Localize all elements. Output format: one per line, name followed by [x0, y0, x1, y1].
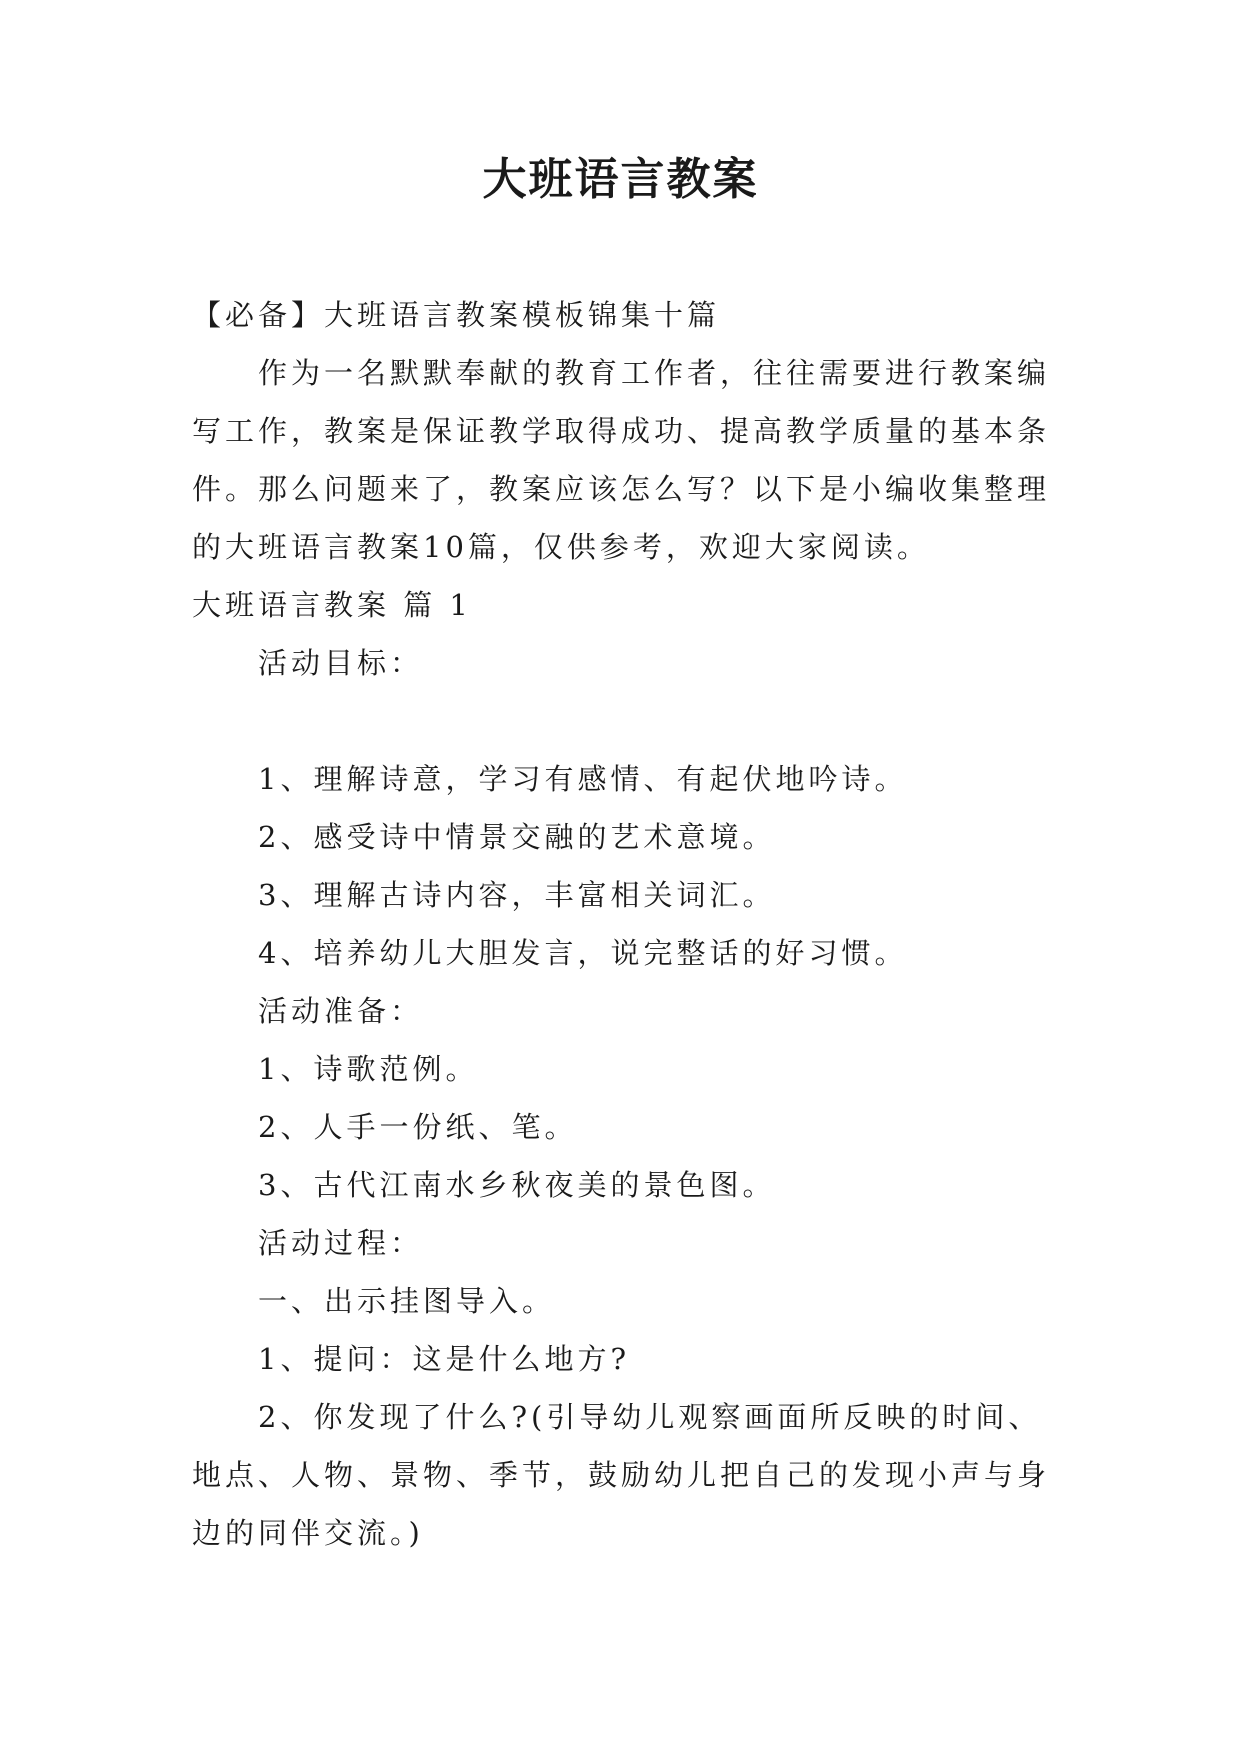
prep-label: 活动准备： [258, 994, 424, 1028]
blank-line [192, 692, 1052, 750]
prep-item: 2、人手一份纸、笔。 [258, 1110, 578, 1144]
goal-item: 3、理解古诗内容，丰富相关词汇。 [258, 878, 776, 912]
goal-item: 2、感受诗中情景交融的艺术意境。 [258, 820, 776, 854]
prep-item: 3、古代江南水乡秋夜美的景色图。 [258, 1168, 776, 1202]
process-item: 1、提问：这是什么地方? [258, 1342, 630, 1376]
prep-item: 1、诗歌范例。 [258, 1052, 479, 1086]
document-title: 大班语言教案 [482, 154, 759, 205]
process-item: 2、你发现了什么?(引导幼儿观察画面所反映的时间、地点、人物、景物、季节，鼓励幼儿把自己的发现小声与身边的同伴交流。) [192, 1400, 1051, 1550]
section-heading: 大班语言教案 篇 1 [192, 588, 472, 622]
goal-item: 1、理解诗意，学习有感情、有起伏地吟诗。 [258, 762, 908, 796]
document-body [192, 286, 1052, 1562]
intro-paragraph: 作为一名默默奉献的教育工作者，往往需要进行教案编写工作，教案是保证教学取得成功、提高教学质量的基本条件。那么问题来了，教案应该怎么写？以下是小编收集整理的大班语言教案10篇，仅供参考，欢迎大家阅读。 [192, 356, 1051, 564]
goal-item: 4、培养幼儿大胆发言，说完整话的好习惯。 [258, 936, 908, 970]
goals-label: 活动目标： [258, 646, 424, 680]
document-subtitle: 【必备】大班语言教案模板锦集十篇 [192, 298, 721, 332]
process-label: 活动过程： [258, 1226, 424, 1260]
process-item: 一、出示挂图导入。 [258, 1284, 556, 1318]
